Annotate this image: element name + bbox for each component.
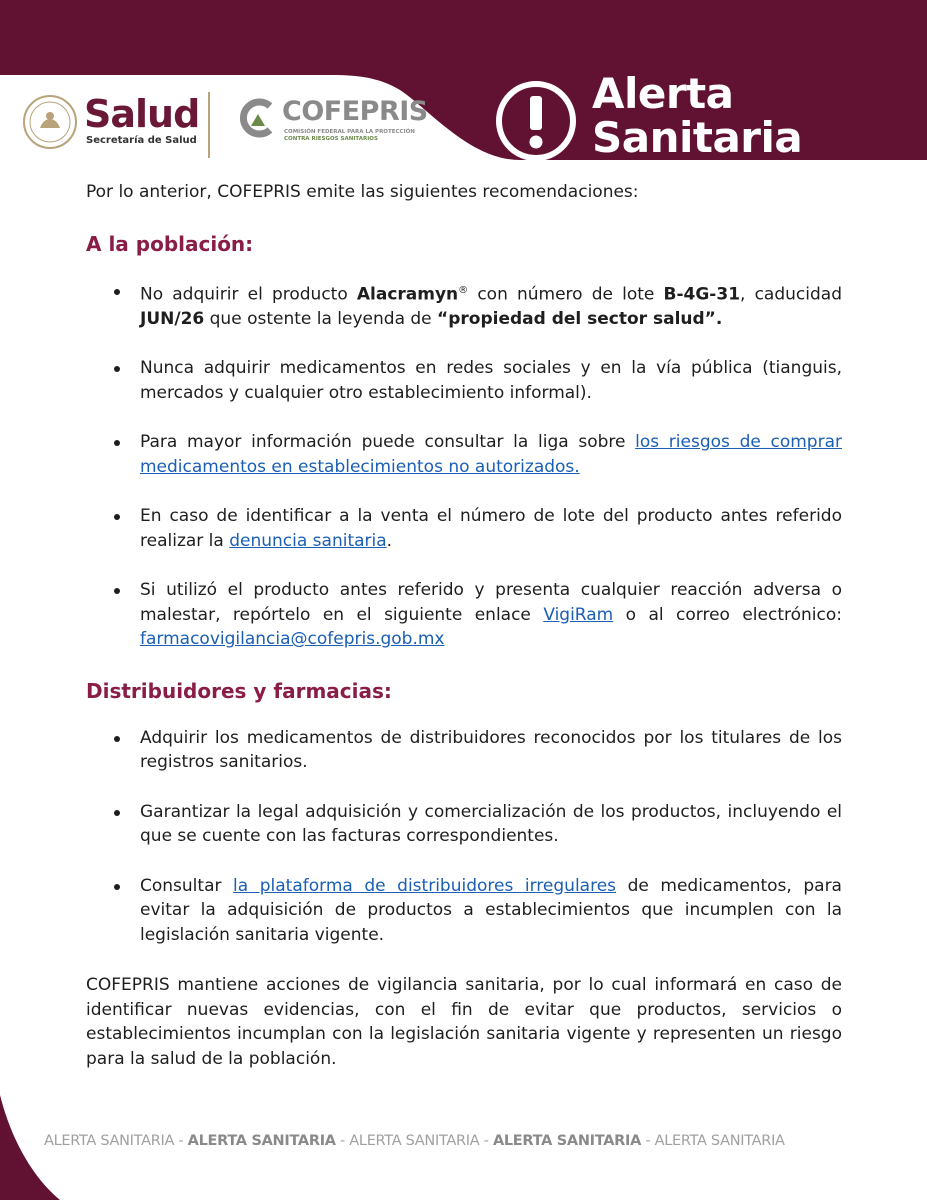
alert-title-line2: Sanitaria [592, 113, 803, 162]
list-item: Nunca adquirir medicamentos en redes sociales y en la vía pública (tianguis, mercados y cualquier otro establecimiento informal). [86, 356, 842, 405]
logo-divider [208, 92, 210, 158]
cofepris-subtitle-2: CONTRA RIESGOS SANITARIOS [284, 136, 378, 142]
distribuidores-irregulares-link[interactable]: la plataforma de distribuidores irregulares [233, 875, 617, 896]
section-heading-distribuidores: Distribuidores y farmacias: [86, 678, 392, 703]
document-body [86, 180, 842, 1071]
alert-title-line1: Alerta [592, 69, 734, 118]
list-item: Garantizar la legal adquisición y comercialización de los productos, incluyendo el que se cuente con las facturas correspondientes. [86, 800, 842, 849]
exclamation-circle-icon [495, 80, 577, 162]
list-item: No adquirir el producto Alacramyn® con número de lote B-4G-31, caducidad JUN/26 que ostente la leyenda de “propiedad del sector salud”. [86, 279, 842, 332]
list-item: Adquirir los medicamentos de distribuidores reconocidos por los titulares de los registros sanitarios. [86, 726, 842, 775]
mexico-seal-icon [22, 94, 78, 150]
denuncia-sanitaria-link[interactable]: denuncia sanitaria [229, 530, 387, 551]
list-item: En caso de identificar a la venta el número de lote del producto antes referido realizar la denuncia sanitaria. [86, 504, 842, 553]
closing-paragraph: COFEPRIS mantiene acciones de vigilancia sanitaria, por lo cual informará en caso de identificar nuevas evidencias, con el fin de evitar que productos, servicios o establecimientos incumplan con la legislación sanitaria vigente y representen un riesgo para la salud de la población. [86, 975, 842, 1069]
distribuidores-list [86, 726, 842, 948]
salud-subtitle: Secretaría de Salud [86, 135, 197, 146]
riesgos-link[interactable]: los riesgos de comprar medicamentos en establecimientos no autorizados. [140, 432, 842, 477]
header-logos [22, 92, 442, 162]
salud-logo-text: Salud [84, 92, 200, 136]
intro-paragraph: Por lo anterior, COFEPRIS emite las siguientes recomendaciones: [86, 182, 639, 202]
cofepris-logo-icon [236, 96, 280, 140]
list-item: Consultar la plataforma de distribuidores irregulares de medicamentos, para evitar la adquisición de productos a establecimientos que incumplen con la legislación sanitaria vigente. [86, 874, 842, 948]
list-item: Si utilizó el producto antes referido y presenta cualquier reacción adversa o malestar, repórtelo en el siguiente enlace VigiRam o al correo electrónico: farmacovigilancia@cofepris.gob.mx [86, 578, 842, 652]
section-heading-poblacion: A la población: [86, 231, 254, 256]
cofepris-logo-text: COFEPRIS [282, 96, 428, 127]
alert-title [592, 69, 803, 162]
vigiram-link[interactable]: VigiRam [543, 604, 614, 625]
list-item: Para mayor información puede consultar la liga sobre los riesgos de comprar medicamentos en establecimientos no autorizados. [86, 430, 842, 479]
farmacovigilancia-email-link[interactable]: farmacovigilancia@cofepris.gob.mx [140, 629, 445, 650]
footer-alert-strip: ALERTA SANITARIA - ALERTA SANITARIA - ALERTA SANITARIA - ALERTA SANITARIA - ALERTA SANITARIA [44, 1133, 785, 1149]
poblacion-list [86, 279, 842, 652]
cofepris-subtitle-1: COMISIÓN FEDERAL PARA LA PROTECCIÓN [284, 129, 415, 135]
